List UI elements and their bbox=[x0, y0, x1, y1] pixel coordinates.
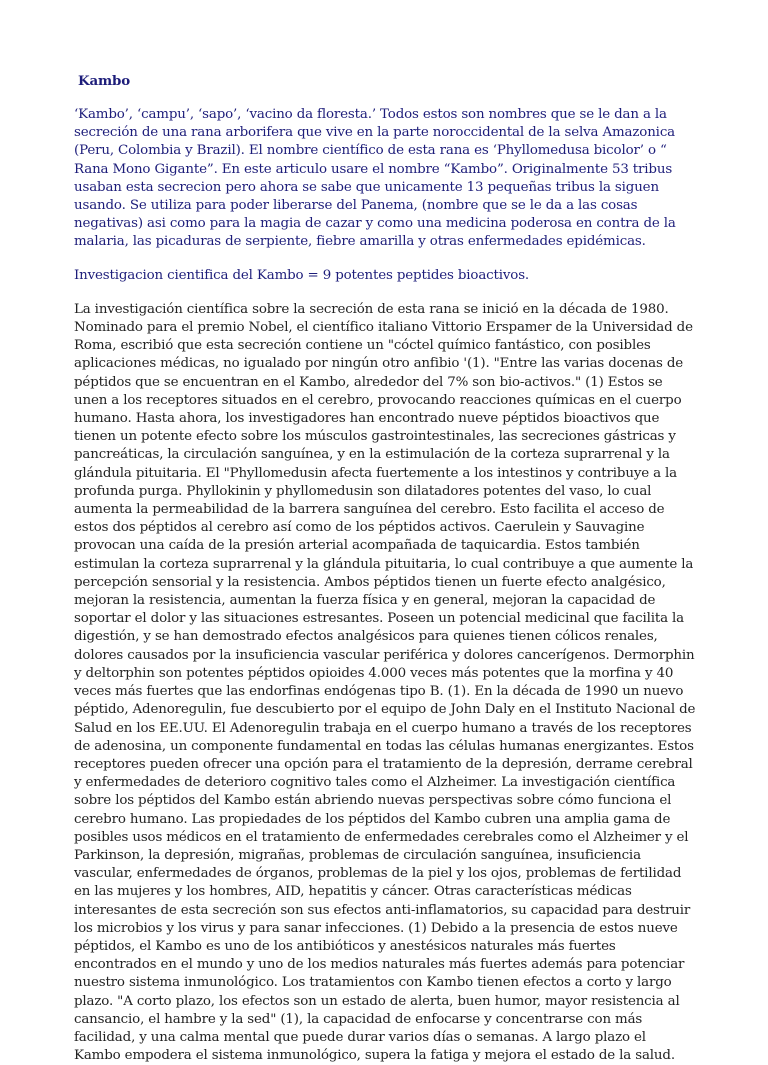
body-paragraph: La investigación científica sobre la secreción de esta rana se inició en la década de 1980. Nominado para el premio Nobel, el científico italiano Vittorio Erspamer de la Universidad de Roma, escribió que esta secreción contiene un "cóctel químico fantástico, con posibles aplicaciones médicas, no igualado por ningún otro anfibio '(1). "Entre las varias docenas de péptidos que se encuentran en el Kambo, alrededor del 7% son bio-activos." (1) Estos se unen a los receptores situados en el cerebro, provocando reacciones químicas en el cuerpo humano. Hasta ahora, los investigadores han encontrado nueve péptidos bioactivos que tienen un potente efecto sobre los músculos gastrointestinales, las secreciones gástricas y pancreáticas, la circulación sanguínea, y en la estimulación de la corteza suprarrenal y la glándula pituitaria. El "Phyllomedusin afecta fuertemente a los intestinos y contribuye a la profunda purga. Phyllokinin y phyllomedusin son dilatadores potentes del vaso, lo cual aumenta la permeabilidad de la barrera sanguínea del cerebro. Esto facilita el acceso de estos dos péptidos al cerebro así como de los péptidos activos. Caerulein y Sauvagine provocan una caída de la presión arterial acompañada de taquicardia. Estos también estimulan la corteza suprarrenal y la glándula pituitaria, lo cual contribuye a que aumente la percepción sensorial y la resistencia. Ambos péptidos tienen un fuerte efecto analgésico, mejoran la resistencia, aumentan la fuerza física y en general, mejoran la capacidad de soportar el dolor y las situaciones estresantes. Poseen un potencial medicinal que facilita la digestión, y se han demostrado efectos analgésicos para quienes tienen cólicos renales, dolores causados por la insuficiencia vascular periférica y dolores cancerígenos. Dermorphin y deltorphin son potentes péptidos opioides 4.000 veces más potentes que la morfina y 40 veces más fuertes que las endorfinas endógenas tipo B. (1). En la década de 1990 un nuevo péptido, Adenoregulin, fue descubierto por el equipo de John Daly en el Instituto Nacional de Salud en los EE.UU. El Adenoregulin trabaja en el cuerpo humano a través de los receptores de adenosina, un componente fundamental en todas las células humanas energizantes. Estos receptores pueden ofrecer una opción para el tratamiento de la depresión, derrame cerebral y enfermedades de deterioro cognitivo tales como el Alzheimer. La investigación científica sobre los péptidos del Kambo están abriendo nuevas perspectivas sobre cómo funciona el cerebro humano. Las propiedades de los péptidos del Kambo cubren una amplia gama de posibles usos médicos en el tratamiento de enfermedades cerebrales como el Alzheimer y el Parkinson, la depresión, migrañas, problemas de circulación sanguínea, insuficiencia vascular, enfermedades de órganos, problemas de la piel y los ojos, problemas de fertilidad en las mujeres y los hombres, AID, hepatitis y cáncer. Otras características médicas interesantes de esta secreción son sus efectos anti-inflamatorios, su capacidad para destruir los microbios y los virus y para sanar infecciones. (1) Debido a la presencia de estos nueve péptidos, el Kambo es uno de los antibióticos y anestésicos naturales más fuertes encontrados en el mundo y uno de los medios naturales más fuertes además para potenciar nuestro sistema inmunológico. Los tratamientos con Kambo tienen efectos a corto y largo plazo. "A corto plazo, los efectos son un estado de alerta, buen humor, mayor resistencia al cansancio, el hambre y la sed" (1), la capacidad de enfocarse y concentrarse con más facilidad, y una calma mental que puede durar varios días o semanas. A largo plazo el Kambo empodera el sistema inmunológico, supera la fatiga y mejora el estado de la salud. bbox=[74, 301, 696, 1064]
document-title: Kambo bbox=[78, 73, 131, 89]
section-heading: Investigacion cientifica del Kambo = 9 potentes peptides bioactivos. bbox=[74, 267, 530, 283]
intro-paragraph: ‘Kambo’, ‘campu’, ‘sapo’, ‘vacino da floresta.’ Todos estos son nombres que se le dan a la secreción de una rana arborifera que vive en la parte noroccidental de la selva Amazonica (Peru, Colombia y Brazil). El nombre científico de esta rana es ‘Phyllomedusa bicolor’ o “ Rana Mono Gigante”. En este articulo usare el nombre “Kambo”. Originalmente 53 tribus usaban esta secrecion pero ahora se sabe que unicamente 13 pequeñas tribus la siguen usando. Se utiliza para poder liberarse del Panema, (nombre que se le da a las cosas negativas) asi como para la magia de cazar y como una medicina poderosa en contra de la malaria, las picaduras de serpiente, fiebre amarilla y otras enfermedades epidémicas. bbox=[74, 107, 676, 250]
